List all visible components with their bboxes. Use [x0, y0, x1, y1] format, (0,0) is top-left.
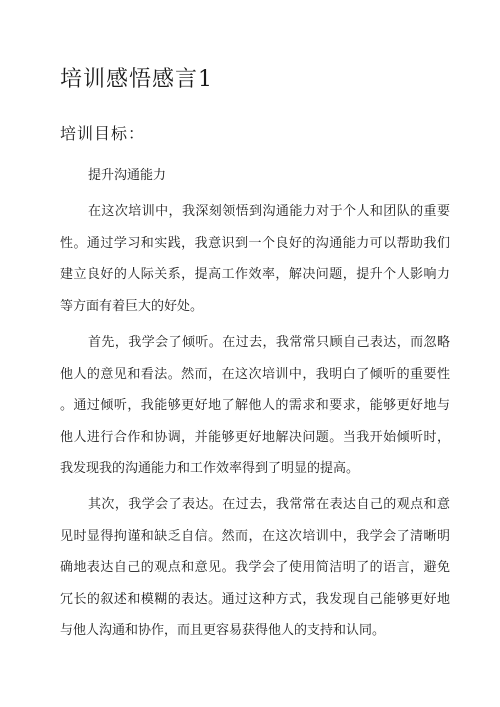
- paragraph-3: [60, 489, 450, 647]
- section-subtitle: 提升沟通能力: [88, 168, 167, 183]
- paragraph-line: 。通过倾听，我能够更好地了解他人的需求和要求，能够更好地与: [60, 398, 450, 413]
- paragraph-line: 与他人沟通和协作，而且更容易获得他人的支持和认同。: [60, 623, 386, 638]
- paragraph-line: 冗长的叙述和模糊的表达。通过这种方式，我发现自己能够更好地: [60, 591, 450, 607]
- paragraph-line: 他人的意见和看法。然而，在这次培训中，我明白了倾听的重要性: [60, 366, 450, 382]
- paragraph-line: 见时显得拘谨和缺乏自信。然而，在这次培训中，我学会了清晰明: [60, 528, 450, 544]
- paragraph-line: 确地表达自己的观点和意见。我学会了使用简洁明了的语言，避免: [60, 560, 450, 575]
- paragraph-1: [60, 196, 450, 322]
- section-heading: 培训目标：: [60, 124, 146, 143]
- paragraph-line: 他人进行合作和协调，并能够更好地解决问题。当我开始倾听时，: [60, 429, 450, 445]
- paragraph-line: 我发现我的沟通能力和工作效率得到了明显的提高。: [60, 461, 360, 476]
- paragraph-2: [60, 327, 450, 485]
- document-title: 培训感悟感言1: [60, 67, 213, 92]
- paragraph-line: 等方面有着巨大的好处。: [60, 298, 204, 314]
- paragraph-line: 首先，我学会了倾听。在过去，我常常只顾自己表达，而忽略: [88, 335, 450, 350]
- paragraph-line: 其次，我学会了表达。在过去，我常常在表达自己的观点和意: [88, 497, 450, 512]
- paragraph-line: 在这次培训中，我深刻领悟到沟通能力对于个人和团队的重要: [88, 204, 450, 219]
- paragraph-line: 建立良好的人际关系，提高工作效率，解决问题，提升个人影响力: [60, 267, 450, 282]
- paragraph-line: 性。通过学习和实践，我意识到一个良好的沟通能力可以帮助我们: [60, 235, 450, 251]
